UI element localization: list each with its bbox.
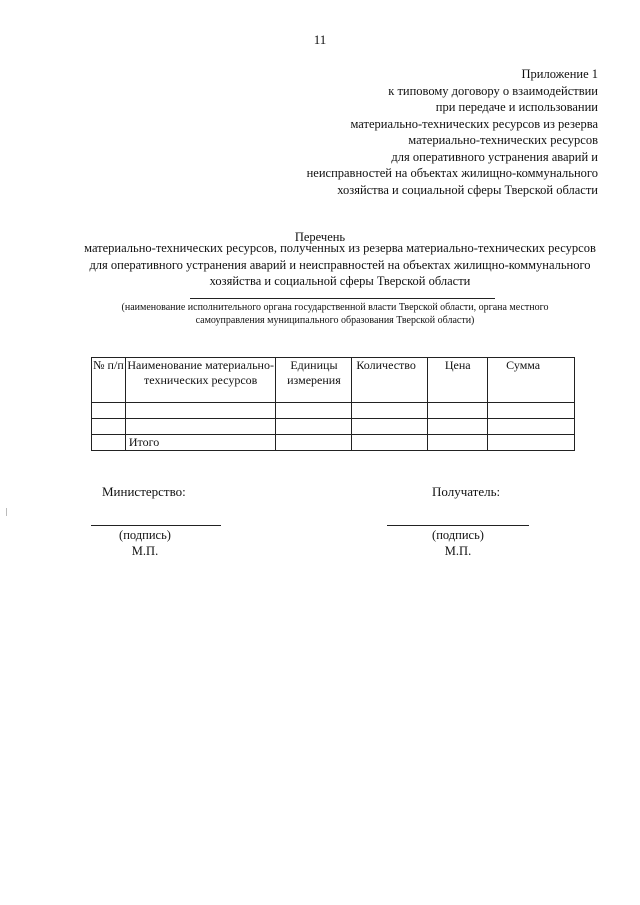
column-header-units: Единицы измерения <box>276 358 352 403</box>
table-cell <box>488 435 575 451</box>
table-total-row <box>92 435 575 451</box>
column-header-quantity: Количество <box>352 358 428 403</box>
table-header-row <box>92 358 575 403</box>
ministry-label: Министерство: <box>102 484 186 499</box>
appendix-header <box>258 66 598 198</box>
column-header-price: Цена <box>428 358 488 403</box>
table-cell <box>428 419 488 435</box>
appendix-line: хозяйства и социальной сферы Тверской области <box>337 182 598 197</box>
total-label: Итого <box>125 435 276 451</box>
appendix-line: материально-технических ресурсов <box>408 133 598 147</box>
table-cell <box>92 435 126 451</box>
scan-edge-mark <box>6 508 7 516</box>
appendix-line: Приложение 1 <box>521 67 598 81</box>
table-cell <box>276 419 352 435</box>
table-row <box>92 403 575 419</box>
resource-table <box>91 357 575 451</box>
column-header-sum: Сумма <box>488 358 575 403</box>
document-description: материально-технических ресурсов, полученных из резерва материально-технических ресурсов для оперативного устранения аварий и неисправностей на объектах жилищно-коммунального хозяйства и социальной сферы Тверской области <box>84 241 596 288</box>
appendix-line: неисправностей на объектах жилищно-коммунального <box>306 166 598 180</box>
page-number: 11 <box>313 32 327 47</box>
table-cell <box>352 403 428 419</box>
recipient-signature-caption <box>408 527 508 559</box>
table-cell <box>488 419 575 435</box>
table-cell <box>428 435 488 451</box>
table-cell <box>352 419 428 435</box>
table-cell <box>125 419 276 435</box>
table-cell <box>92 419 126 435</box>
appendix-line: для оперативного устранения аварий и <box>391 149 598 164</box>
recipient-signature-line <box>387 525 529 526</box>
organization-caption: (наименование исполнительного органа государственной власти Тверской области, органа местного самоуправления муниципального образования Тверской области) <box>121 302 549 326</box>
table-cell <box>428 403 488 419</box>
document-title: Перечень <box>294 230 346 244</box>
column-header-name: Наименование материально-технических ресурсов <box>125 358 276 403</box>
table-row <box>92 419 575 435</box>
organization-blank-line <box>190 298 495 299</box>
appendix-line: при передаче и использовании <box>435 100 598 114</box>
signature-caption: (подпись) <box>432 528 484 542</box>
table-cell <box>276 435 352 451</box>
column-header-number: № п/п <box>92 358 126 403</box>
signature-caption: (подпись) <box>119 528 171 542</box>
table-cell <box>276 403 352 419</box>
ministry-signature-line <box>91 525 221 526</box>
appendix-line: к типовому договору о взаимодействии <box>388 83 598 98</box>
table-cell <box>125 403 276 419</box>
seal-caption: М.П. <box>444 544 472 558</box>
table-cell <box>488 403 575 419</box>
table-cell <box>92 403 126 419</box>
ministry-signature-caption <box>95 527 195 559</box>
seal-caption: М.П. <box>131 544 159 558</box>
appendix-line: материально-технических ресурсов из резерва <box>350 116 598 131</box>
table-cell <box>352 435 428 451</box>
recipient-label: Получатель: <box>432 484 501 499</box>
